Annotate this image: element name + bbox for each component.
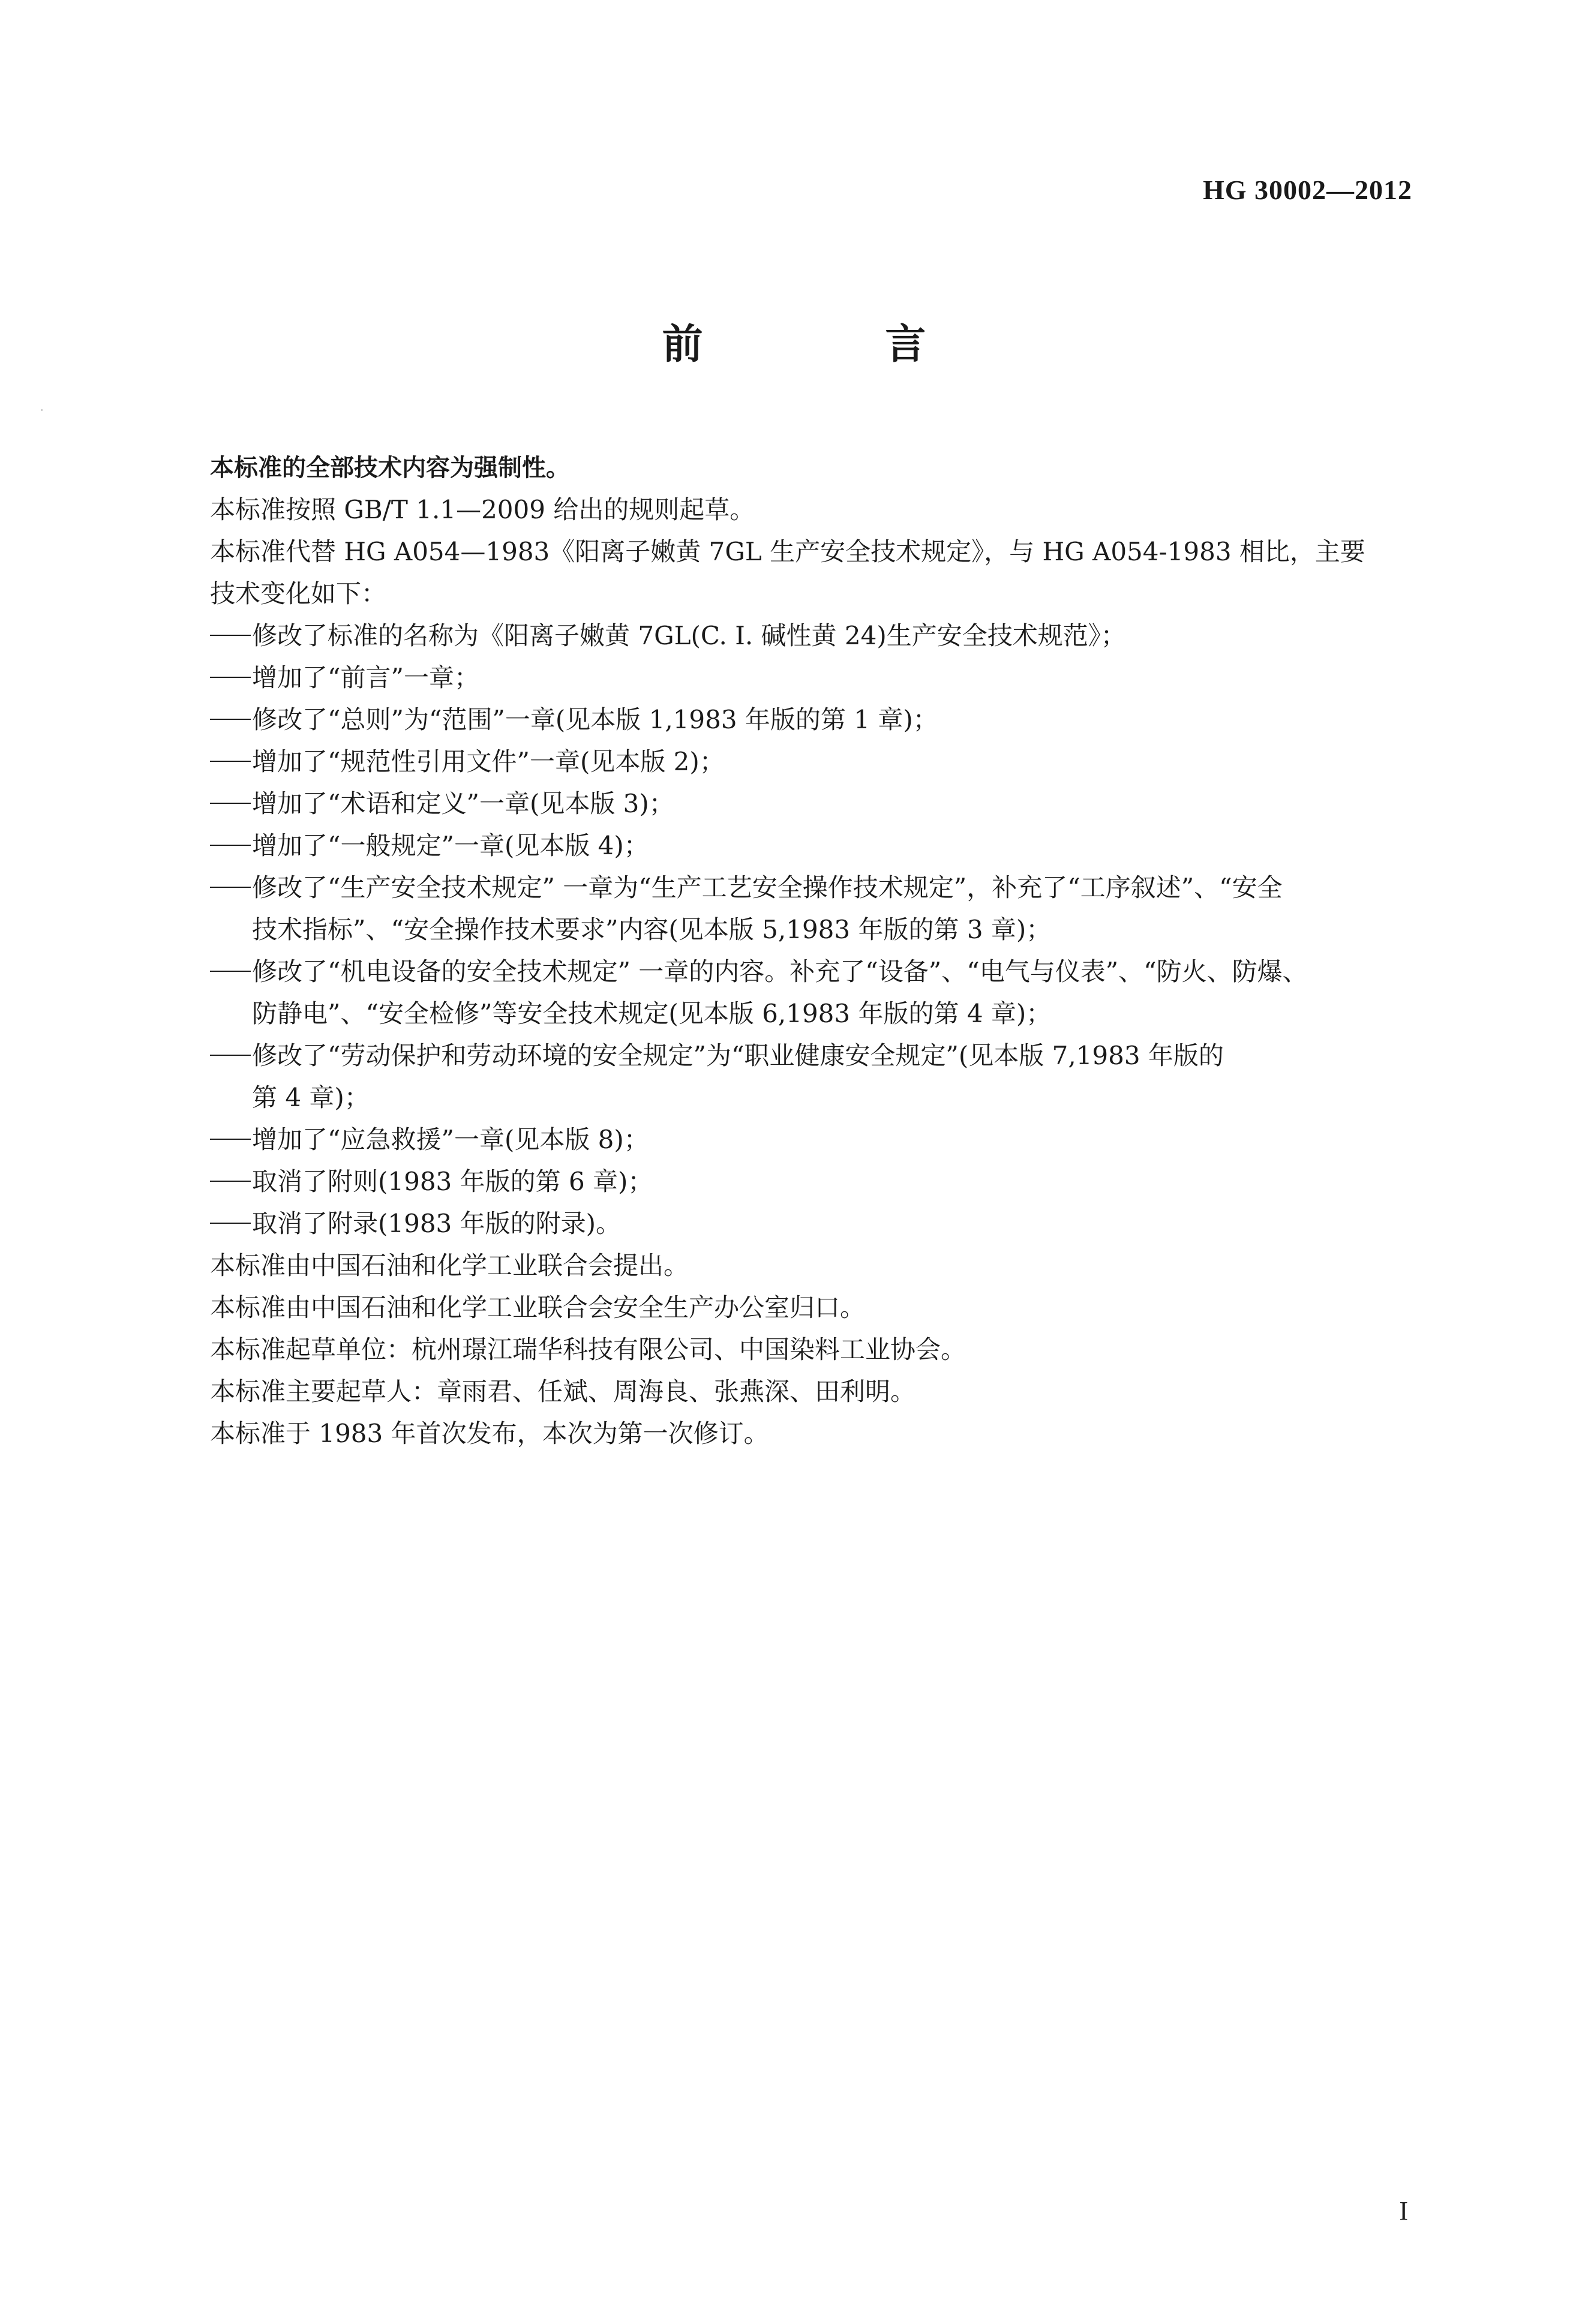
em-dash-mark <box>210 1223 251 1224</box>
list-item <box>210 657 1407 699</box>
drafting-units-paragraph: 本标准起草单位：杭州璟江瑞华科技有限公司、中国染料工业协会。 <box>210 1335 966 1364</box>
list-item-text: 修改了“总则”为“范围”一章(见本版 1,1983 年版的第 1 章)； <box>252 705 938 734</box>
list-item-text: 修改了“机电设备的安全技术规定” 一章的内容。补充了“设备”、“电气与仪表”、“防火、防爆、 <box>252 957 1308 986</box>
replacement-paragraph-line1: 本标准代替 HG A054—1983《阳离子嫩黄 7GL 生产安全技术规定》，与 HG A054-1983 相比，主要 <box>210 537 1365 566</box>
list-item <box>210 1203 1407 1245</box>
list-item-text-continued: 技术指标”、“安全操作技术要求”内容(见本版 5,1983 年版的第 3 章)； <box>252 915 1052 944</box>
em-dash-mark <box>210 803 251 804</box>
list-item <box>210 1035 1407 1119</box>
list-item-text: 增加了“一般规定”一章(见本版 4)； <box>252 831 649 860</box>
list-item-text: 增加了“规范性引用文件”一章(见本版 2)； <box>252 747 725 776</box>
drafters-paragraph: 本标准主要起草人：章雨君、任斌、周海良、张燕深、田利明。 <box>210 1377 916 1406</box>
list-item <box>210 867 1407 951</box>
replacement-paragraph-line2: 技术变化如下： <box>210 579 387 608</box>
drafting-rule-paragraph: 本标准按照 GB/T 1.1—2009 给出的规则起草。 <box>210 495 755 524</box>
publication-history-paragraph: 本标准于 1983 年首次发布，本次为第一次修订。 <box>210 1419 769 1448</box>
em-dash-mark <box>210 845 251 846</box>
em-dash-mark <box>210 677 251 678</box>
list-item <box>210 1119 1407 1161</box>
list-item-text: 取消了附则(1983 年版的第 6 章)； <box>252 1167 653 1196</box>
em-dash-mark <box>210 1181 251 1182</box>
standard-code: HG 30002—2012 <box>1202 175 1412 205</box>
em-dash-mark <box>210 761 251 762</box>
list-item-text: 增加了“应急救援”一章(见本版 8)； <box>252 1125 649 1154</box>
list-item-text: 增加了“术语和定义”一章(见本版 3)； <box>252 789 674 818</box>
list-item-text: 取消了附录(1983 年版的附录)。 <box>252 1209 622 1238</box>
page-number: I <box>1399 2196 1408 2226</box>
list-item-text-continued: 第 4 章)； <box>252 1083 370 1112</box>
mandatory-statement: 本标准的全部技术内容为强制性。 <box>210 454 570 482</box>
list-item-text: 修改了“生产安全技术规定” 一章为“生产工艺安全操作技术规定”，补充了“工序叙述”、“安全 <box>252 873 1283 902</box>
scan-artifact-dot <box>41 409 43 411</box>
em-dash-mark <box>210 1139 251 1140</box>
administrator-paragraph: 本标准由中国石油和化学工业联合会安全生产办公室归口。 <box>210 1293 866 1322</box>
em-dash-mark <box>210 635 251 636</box>
changes-list <box>210 615 1407 1245</box>
list-item-text: 修改了“劳动保护和劳动环境的安全规定”为“职业健康安全规定”(见本版 7,1983 年版的 <box>252 1041 1224 1070</box>
list-item <box>210 615 1407 657</box>
em-dash-mark <box>210 719 251 720</box>
list-item <box>210 783 1407 825</box>
em-dash-mark <box>210 1055 251 1056</box>
list-item-text: 修改了标准的名称为《阳离子嫩黄 7GL(C. I. 碱性黄 24)生产安全技术规范》； <box>252 621 1126 650</box>
em-dash-mark <box>210 887 251 888</box>
page-title: 前 言 <box>662 321 1010 368</box>
em-dash-mark <box>210 971 251 972</box>
list-item <box>210 699 1407 741</box>
list-item <box>210 951 1407 1035</box>
list-item-text: 增加了“前言”一章； <box>252 663 479 692</box>
list-item <box>210 1161 1407 1203</box>
list-item-text-continued: 防静电”、“安全检修”等安全技术规定(见本版 6,1983 年版的第 4 章)； <box>252 999 1052 1028</box>
list-item <box>210 825 1407 867</box>
list-item <box>210 741 1407 783</box>
foreword-body <box>210 447 1407 1455</box>
proposer-paragraph: 本标准由中国石油和化学工业联合会提出。 <box>210 1251 689 1280</box>
